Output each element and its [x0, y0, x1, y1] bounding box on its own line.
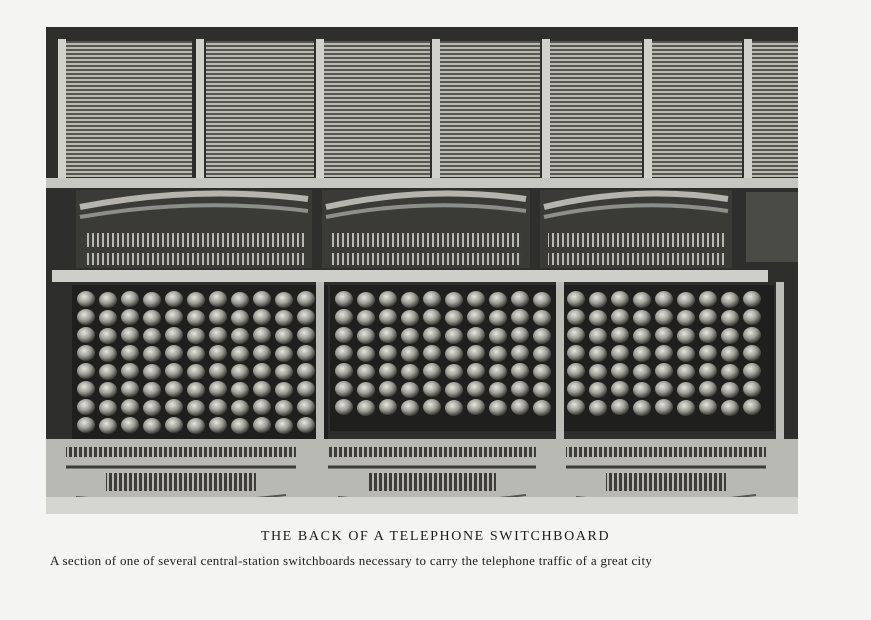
coil: [423, 309, 441, 325]
coil: [589, 310, 607, 326]
coil: [335, 381, 353, 397]
coil: [187, 382, 205, 398]
coil: [533, 364, 551, 380]
cable-divider: [58, 39, 66, 181]
coil: [275, 418, 293, 434]
coil: [231, 292, 249, 308]
coil: [231, 328, 249, 344]
coil: [743, 363, 761, 379]
coil: [589, 364, 607, 380]
coil: [231, 418, 249, 434]
coil: [699, 363, 717, 379]
coil: [655, 309, 673, 325]
coil: [77, 291, 95, 307]
coil: [611, 363, 629, 379]
coil: [423, 399, 441, 415]
coil: [489, 310, 507, 326]
coil: [699, 345, 717, 361]
coil: [589, 346, 607, 362]
coil: [721, 328, 739, 344]
coil: [467, 381, 485, 397]
terminal-strip-row: [76, 190, 798, 268]
coil: [143, 382, 161, 398]
coil: [677, 382, 695, 398]
coil: [275, 310, 293, 326]
coil: [567, 381, 585, 397]
coil: [275, 292, 293, 308]
terminal-strip: [548, 253, 724, 265]
coil: [209, 327, 227, 343]
coil: [677, 310, 695, 326]
coil: [357, 400, 375, 416]
coil: [467, 327, 485, 343]
coil: [209, 417, 227, 433]
coil: [253, 363, 271, 379]
bottom-wiring: [46, 439, 798, 514]
coil: [633, 364, 651, 380]
coil: [423, 345, 441, 361]
coil: [121, 381, 139, 397]
cable-bundle-row: [58, 39, 798, 181]
coil-bank-row: [72, 282, 784, 449]
cable-divider: [316, 39, 324, 181]
caption-subtitle: A section of one of several central-station switchboards necessary to carry the telephone traffic of a great city: [50, 553, 653, 568]
cable-bundle: [438, 41, 540, 177]
coil: [567, 309, 585, 325]
coil: [743, 345, 761, 361]
coil: [143, 328, 161, 344]
coil: [655, 345, 673, 361]
coil: [467, 363, 485, 379]
coil: [253, 399, 271, 415]
coil: [743, 381, 761, 397]
coil: [187, 328, 205, 344]
coil: [99, 418, 117, 434]
coil: [489, 328, 507, 344]
coil: [401, 382, 419, 398]
cable-divider: [432, 39, 440, 181]
coil: [143, 292, 161, 308]
coil: [209, 291, 227, 307]
coil: [187, 364, 205, 380]
coil: [77, 363, 95, 379]
coil: [275, 400, 293, 416]
coil: [209, 381, 227, 397]
coil: [253, 309, 271, 325]
coil: [143, 310, 161, 326]
coil: [677, 292, 695, 308]
terminal-strip: [84, 253, 304, 265]
coil: [401, 364, 419, 380]
bottom-terminal-strip: [66, 447, 296, 457]
coil: [99, 400, 117, 416]
coil: [567, 399, 585, 415]
coil: [209, 345, 227, 361]
coil: [511, 291, 529, 307]
coil: [231, 346, 249, 362]
bottom-terminal-strip: [606, 473, 726, 491]
coil: [77, 417, 95, 433]
coil: [721, 346, 739, 362]
coil: [743, 291, 761, 307]
coil: [423, 363, 441, 379]
coil: [489, 400, 507, 416]
coil: [121, 327, 139, 343]
coil: [297, 291, 315, 307]
coil: [445, 292, 463, 308]
coil: [401, 400, 419, 416]
base-edge: [46, 497, 798, 514]
coil: [143, 400, 161, 416]
upper-shelf: [46, 178, 798, 188]
coil: [77, 309, 95, 325]
coil: [253, 417, 271, 433]
coil: [655, 327, 673, 343]
cable-divider: [542, 39, 550, 181]
side-panel: [746, 192, 798, 262]
coil: [297, 399, 315, 415]
coil: [379, 291, 397, 307]
terminal-strip: [548, 233, 724, 247]
coil: [589, 382, 607, 398]
coil: [165, 309, 183, 325]
coil: [655, 291, 673, 307]
coil: [633, 310, 651, 326]
coil: [379, 345, 397, 361]
coil: [489, 382, 507, 398]
coil: [99, 364, 117, 380]
coil: [297, 327, 315, 343]
coil: [533, 328, 551, 344]
coil: [165, 363, 183, 379]
coil: [589, 400, 607, 416]
coil: [357, 310, 375, 326]
coil: [467, 309, 485, 325]
coil: [379, 327, 397, 343]
coil: [655, 381, 673, 397]
coil: [253, 291, 271, 307]
coil: [677, 328, 695, 344]
coil: [231, 400, 249, 416]
coil: [445, 400, 463, 416]
coil: [99, 346, 117, 362]
coil: [77, 381, 95, 397]
coil: [165, 291, 183, 307]
coil: [467, 345, 485, 361]
coil: [297, 381, 315, 397]
coil: [445, 328, 463, 344]
frame-post: [556, 282, 564, 442]
cable-bundle: [750, 41, 798, 177]
coil: [633, 346, 651, 362]
coil: [165, 417, 183, 433]
coil: [143, 418, 161, 434]
coil: [165, 327, 183, 343]
coil: [143, 346, 161, 362]
coil: [743, 309, 761, 325]
coil: [275, 364, 293, 380]
coil: [633, 292, 651, 308]
coil: [187, 310, 205, 326]
coil: [611, 327, 629, 343]
coil: [121, 309, 139, 325]
coil: [401, 346, 419, 362]
coil: [633, 382, 651, 398]
coil: [655, 363, 673, 379]
coil: [721, 292, 739, 308]
coil: [567, 345, 585, 361]
coil: [187, 418, 205, 434]
coil: [699, 291, 717, 307]
coil: [165, 345, 183, 361]
coil: [423, 291, 441, 307]
coil: [121, 345, 139, 361]
coil: [401, 328, 419, 344]
coil: [77, 345, 95, 361]
coil: [533, 400, 551, 416]
coil: [445, 382, 463, 398]
coil: [297, 417, 315, 433]
cable-bundle: [546, 41, 642, 177]
coil: [379, 399, 397, 415]
coil: [743, 327, 761, 343]
coil: [445, 346, 463, 362]
coil: [77, 327, 95, 343]
coil: [275, 382, 293, 398]
cable-divider: [196, 39, 204, 181]
coil: [231, 364, 249, 380]
coil: [253, 381, 271, 397]
coil: [567, 363, 585, 379]
coil: [297, 309, 315, 325]
terminal-strip: [330, 233, 522, 247]
cable-divider: [744, 39, 752, 181]
coil: [699, 309, 717, 325]
coil: [335, 327, 353, 343]
coil: [357, 292, 375, 308]
coil: [357, 364, 375, 380]
coil: [611, 399, 629, 415]
coil: [275, 328, 293, 344]
coil: [445, 364, 463, 380]
coil: [77, 399, 95, 415]
coil: [99, 292, 117, 308]
coil: [99, 328, 117, 344]
coil: [533, 346, 551, 362]
coil: [121, 417, 139, 433]
coil: [533, 292, 551, 308]
coil: [721, 382, 739, 398]
coil: [445, 310, 463, 326]
coil: [379, 363, 397, 379]
cable-bundle: [650, 41, 742, 177]
coil: [677, 346, 695, 362]
coil: [511, 399, 529, 415]
coil: [611, 381, 629, 397]
cable-bundle: [64, 41, 192, 177]
frame-post: [316, 282, 324, 442]
coil: [677, 400, 695, 416]
coil: [335, 345, 353, 361]
coil: [231, 310, 249, 326]
coil: [699, 327, 717, 343]
coil: [209, 363, 227, 379]
coil: [589, 328, 607, 344]
switchboard-photo: [46, 27, 798, 514]
coil: [533, 310, 551, 326]
bottom-terminal-strip: [328, 447, 536, 457]
coil: [401, 310, 419, 326]
coil: [379, 309, 397, 325]
coil: [589, 292, 607, 308]
cable-divider: [644, 39, 652, 181]
coil: [567, 291, 585, 307]
coil: [743, 399, 761, 415]
coil: [511, 345, 529, 361]
coil: [335, 309, 353, 325]
lower-shelf: [52, 270, 768, 282]
cable-bundle: [206, 41, 314, 177]
coil: [633, 400, 651, 416]
coil: [423, 381, 441, 397]
coil: [699, 381, 717, 397]
coil: [231, 382, 249, 398]
coil: [611, 309, 629, 325]
coil: [511, 381, 529, 397]
coil: [209, 399, 227, 415]
frame-post: [776, 282, 784, 442]
coil: [401, 292, 419, 308]
coil: [489, 292, 507, 308]
coil: [357, 346, 375, 362]
coil: [253, 345, 271, 361]
coil: [511, 363, 529, 379]
coil: [335, 399, 353, 415]
coil: [121, 291, 139, 307]
coil: [511, 309, 529, 325]
coil: [165, 381, 183, 397]
coil: [99, 310, 117, 326]
coil: [423, 327, 441, 343]
coil: [275, 346, 293, 362]
coil: [511, 327, 529, 343]
coil: [335, 291, 353, 307]
coil: [297, 363, 315, 379]
coil: [699, 399, 717, 415]
terminal-strip: [84, 233, 304, 247]
coil: [567, 327, 585, 343]
coil: [633, 328, 651, 344]
bottom-terminal-strip: [368, 473, 496, 491]
coil: [121, 363, 139, 379]
cable-bundle: [324, 41, 430, 177]
coil: [165, 399, 183, 415]
bottom-terminal-strip: [106, 473, 256, 491]
coil: [467, 291, 485, 307]
coil: [357, 328, 375, 344]
coil: [489, 346, 507, 362]
coil: [253, 327, 271, 343]
coil: [379, 381, 397, 397]
coil: [721, 310, 739, 326]
coil: [121, 399, 139, 415]
coil: [209, 309, 227, 325]
coil: [721, 364, 739, 380]
coil: [611, 345, 629, 361]
coil: [721, 400, 739, 416]
coil: [677, 364, 695, 380]
coil: [611, 291, 629, 307]
coil: [335, 363, 353, 379]
caption-title: THE BACK OF A TELEPHONE SWITCHBOARD: [260, 529, 611, 544]
terminal-strip: [330, 253, 522, 265]
coil: [489, 364, 507, 380]
bottom-terminal-strip: [566, 447, 766, 457]
coil: [357, 382, 375, 398]
coil: [99, 382, 117, 398]
coil: [533, 382, 551, 398]
coil: [187, 292, 205, 308]
coil: [143, 364, 161, 380]
coil: [187, 400, 205, 416]
coil: [297, 345, 315, 361]
coil: [187, 346, 205, 362]
coil: [467, 399, 485, 415]
coil: [655, 399, 673, 415]
